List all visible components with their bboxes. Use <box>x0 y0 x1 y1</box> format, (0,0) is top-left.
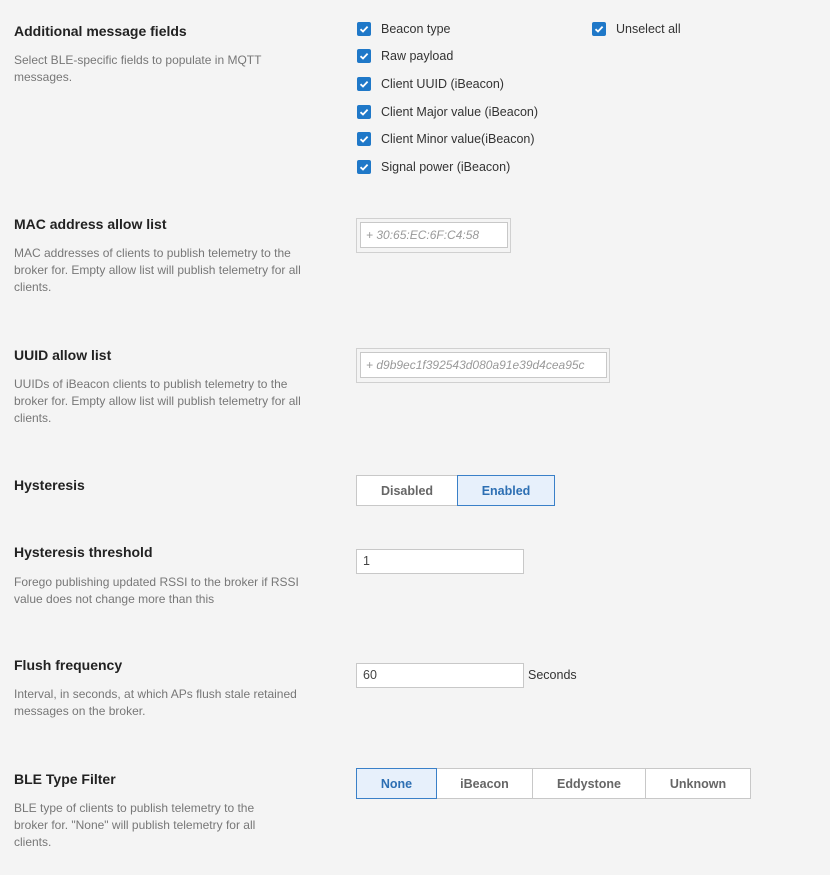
checkbox-checked-icon[interactable] <box>357 105 371 119</box>
hysteresis-disabled-button[interactable]: Disabled <box>356 475 458 506</box>
hysteresis-toggle <box>356 475 555 506</box>
section-description: Interval, in seconds, at which APs flush stale retained messages on the broker. <box>14 687 297 718</box>
section-title: MAC address allow list <box>14 216 167 232</box>
ble-filter-unknown-button[interactable]: Unknown <box>645 768 751 799</box>
checkbox-checked-icon[interactable] <box>592 22 606 36</box>
section-description: MAC addresses of clients to publish telemetry to the broker for. Empty allow list will publish telemetry for all clients. <box>14 246 301 294</box>
checkbox-label: Beacon type <box>381 22 451 36</box>
hysteresis-threshold-input[interactable]: 1 <box>356 549 524 574</box>
ble-filter-ibeacon-button[interactable]: iBeacon <box>436 768 533 799</box>
checkbox-checked-icon[interactable] <box>357 22 371 36</box>
checkbox-signal-power[interactable] <box>357 158 510 176</box>
section-description: UUIDs of iBeacon clients to publish telemetry to the broker for. Empty allow list will publish telemetry for all clients. <box>14 377 301 425</box>
section-title: Additional message fields <box>14 23 187 39</box>
checkbox-client-minor[interactable] <box>357 130 535 148</box>
uuid-allow-list-input[interactable]: + d9b9ec1f392543d080a91e39d4cea95c <box>360 352 607 378</box>
checkbox-client-uuid[interactable] <box>357 75 504 93</box>
checkbox-label: Client Major value (iBeacon) <box>381 105 539 119</box>
hysteresis-enabled-button[interactable]: Enabled <box>457 475 555 506</box>
section-title: UUID allow list <box>14 347 112 363</box>
section-title: Hysteresis threshold <box>14 544 153 560</box>
checkbox-label: Unselect all <box>616 22 681 36</box>
checkbox-checked-icon[interactable] <box>357 132 371 146</box>
section-description: Forego publishing updated RSSI to the broker if RSSI value does not change more than this <box>14 575 299 606</box>
section-description: BLE type of clients to publish telemetry to the broker for. "None" will publish telemetry for all clients. <box>14 801 256 849</box>
section-description: Select BLE-specific fields to populate in MQTT messages. <box>14 53 262 84</box>
checkbox-label: Client UUID (iBeacon) <box>381 77 504 91</box>
section-title: BLE Type Filter <box>14 771 116 787</box>
checkbox-checked-icon[interactable] <box>357 77 371 91</box>
section-title: Flush frequency <box>14 657 123 673</box>
checkbox-checked-icon[interactable] <box>357 160 371 174</box>
section-title: Hysteresis <box>14 477 85 493</box>
checkbox-label: Raw payload <box>381 49 454 63</box>
uuid-allow-list-box <box>356 348 610 383</box>
ble-filter-none-button[interactable]: None <box>356 768 437 799</box>
mac-allow-list-input[interactable]: + 30:65:EC:6F:C4:58 <box>360 222 508 248</box>
checkbox-label: Signal power (iBeacon) <box>381 160 511 174</box>
checkbox-label: Client Minor value(iBeacon) <box>381 132 535 146</box>
ble-type-filter-toggle <box>356 768 751 799</box>
mac-allow-list-box <box>356 218 511 253</box>
flush-frequency-unit: Seconds <box>528 668 577 682</box>
checkbox-checked-icon[interactable] <box>357 49 371 63</box>
checkbox-raw-payload[interactable] <box>357 47 453 65</box>
flush-frequency-input[interactable]: 60 <box>356 663 524 688</box>
checkbox-client-major[interactable] <box>357 103 538 121</box>
ble-filter-eddystone-button[interactable]: Eddystone <box>532 768 646 799</box>
checkbox-beacon-type[interactable] <box>357 20 451 38</box>
checkbox-unselect-all[interactable] <box>592 20 681 38</box>
